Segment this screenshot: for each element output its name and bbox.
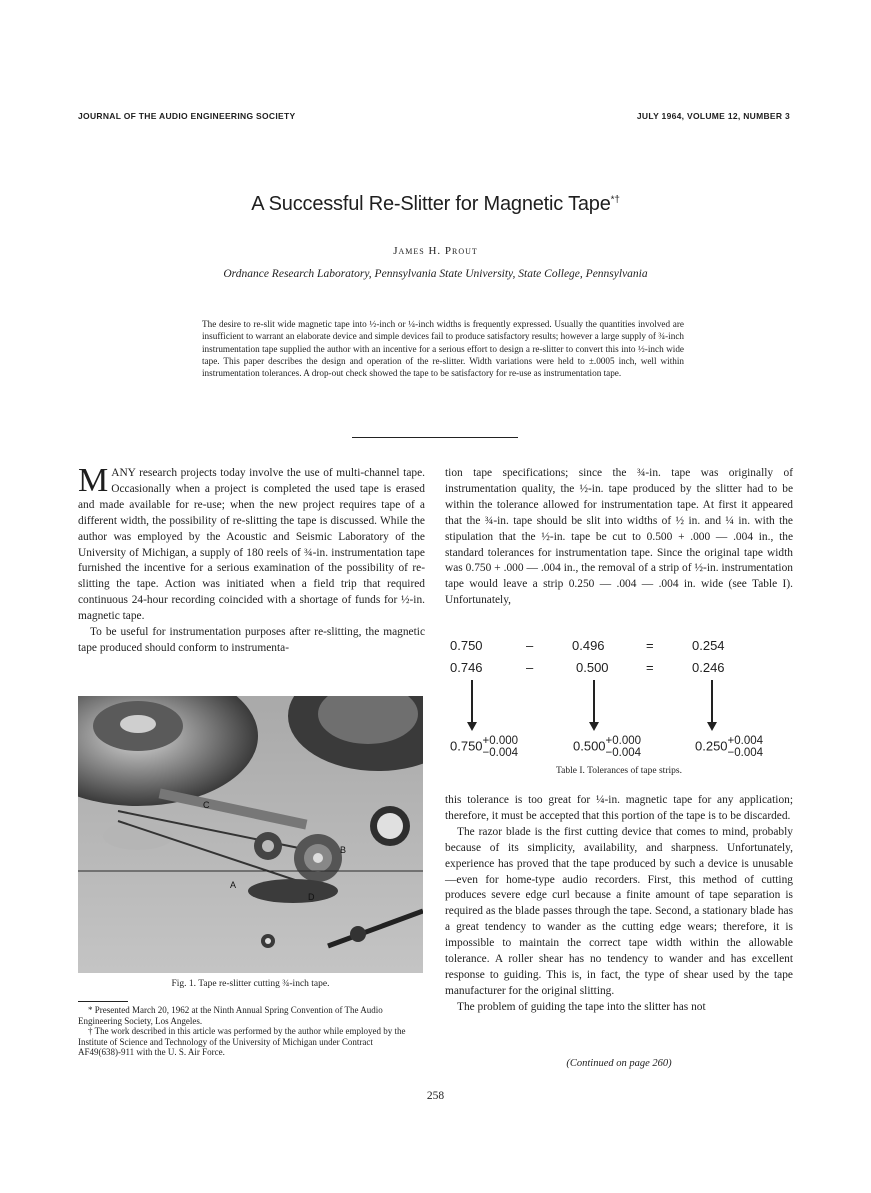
arrow-3-line	[711, 680, 713, 722]
t-r1-op2: =	[646, 638, 654, 653]
journal-name: JOURNAL OF THE AUDIO ENGINEERING SOCIETY	[78, 111, 296, 121]
para1-text: ANY research projects today involve the use of multi-channel tape. Occasionally when a project is completed the used tape is erased and made available for re-use; when the new project requires tape of a different width, the possibility of re-slitting the tape is discussed. While the author was employed by the Acoustic and Seismic Laboratory of the University of Michigan, a supply of 180 reels of ¾-in. instrumentation tape furnished the incentive for a serious examination of the possibility of re-slitting the tape. Action was initiated when a field trip that required continuous 24-hour recording coincided with a shortage of funds for ½-in. magnetic tape.	[78, 467, 425, 623]
t-r1-c1: 0.750	[450, 638, 483, 653]
footnote-2: † The work described in this article was performed by the author while employed by the Institute of Science and Technology of the University of Michigan under Contract AF49(638)-911 with the U. S. Air Force.	[78, 1026, 406, 1058]
continued-note: (Continued on page 260)	[566, 1058, 672, 1069]
result-3-plus: +0.004	[727, 735, 764, 747]
arrow-2-head	[589, 722, 599, 731]
result-3-base: 0.250	[695, 738, 728, 754]
footnote-rule	[78, 1001, 128, 1002]
t-r2-c2: 0.500	[576, 660, 609, 675]
title-text: A Successful Re-Slitter for Magnetic Tape	[251, 193, 611, 215]
result-2-plus: +0.000	[605, 735, 642, 747]
figure-1-photo	[78, 696, 423, 973]
page-number: 258	[426, 1090, 445, 1102]
t-r2-c3: 0.246	[692, 660, 725, 675]
t-result-3	[695, 735, 763, 759]
left-column	[78, 462, 425, 657]
result-1-base: 0.750	[450, 738, 483, 754]
right-column-bottom	[445, 793, 793, 1016]
label-c: C	[203, 800, 210, 810]
result-1-plus: +0.000	[482, 735, 519, 747]
arrow-3-head	[707, 722, 717, 731]
t-r1-c2: 0.496	[572, 638, 605, 653]
result-3-minus: −0.004	[727, 747, 764, 759]
paragraph-col2-3: The razor blade is the first cutting device that comes to mind, probably because of its simplicity, availability, and sharpness. Unfortunately, experience has proved that the tape produced by such a device is unusable—even for home-type audio recorders. First, this method of cutting produces severe edge curl because a finite amount of tape separation is required as the blade passes through the tape. Second, a stationary blade has a great tendency to wander as the cutting edge wears; therefore, it is impossible to maintain the correct tape width within the allowable tolerance. A roller shear has no tendency to wander and has excellent response to guiding. This is, in fact, the type of shear used by the tape manufacturer for the original slitting.	[445, 825, 793, 997]
author-name: James H. Prout	[393, 245, 478, 257]
paragraph-col2-4: The problem of guiding the tape into the slitter has not	[457, 1000, 706, 1013]
issue-info: JULY 1964, VOLUME 12, NUMBER 3	[636, 111, 790, 121]
drop-cap: M	[78, 462, 109, 499]
t-r1-op1: –	[526, 638, 534, 653]
t-r2-c1: 0.746	[450, 660, 483, 675]
result-2-base: 0.500	[573, 738, 606, 754]
label-a: A	[230, 880, 237, 890]
arrow-1-line	[471, 680, 473, 722]
title-marks: *†	[610, 194, 620, 206]
paragraph-col2-2: this tolerance is too great for ¼-in. magnetic tape for any application; therefore, it must be accepted that this portion of the tape is to be discarded.	[445, 794, 793, 822]
result-2-minus: −0.004	[605, 747, 642, 759]
t-r2-op2: =	[646, 660, 654, 675]
t-r1-c3: 0.254	[692, 638, 725, 653]
arrow-2-line	[593, 680, 595, 722]
paragraph-col2-1: tion tape specifications; since the ¾-in. tape was originally of instrumentation quality, the ½-in. tape produced by the slitter had to be within the tolerance allowed for instrumentation tape. At first it appeared that the ¾-in. tape should be slit into widths of ½ in. and ¼ in. with the stipulation that the ½-in. tape be cut to 0.500 + .000 — .004 in., the standard tolerances for instrumentation tape. Since the original tape width was 0.750 + .000 — .004 in., the removal of a strip of ½-in. instrumentation tape would leave a strip 0.250 — .004 — .004 in. wide (see Table I). Unfortunately,	[445, 467, 793, 607]
affiliation: Ordnance Research Laboratory, Pennsylvania State University, State College, Pennsylvania	[223, 268, 648, 280]
label-d: D	[308, 892, 315, 902]
result-1-minus: −0.004	[482, 747, 519, 759]
footnote-1: * Presented March 20, 1962 at the Ninth Annual Spring Convention of The Audio Engineering Society, Los Angeles.	[78, 1005, 383, 1026]
footnotes	[78, 1005, 425, 1058]
paragraph-2: To be useful for instrumentation purposes after re-slitting, the magnetic tape produced should conform to instrumenta-	[78, 626, 425, 654]
abstract: The desire to re-slit wide magnetic tape into ½-inch or ¼-inch widths is frequently expressed. Usually the quantities involved are insufficient to warrant an elaborate device and simple devices fail to produce satisfactory results; however a large supply of ¾-inch instrumentation tape supplied the author with an incentive for a serious effort to design a re-slitter to convert this into ½-inch wide tape. This paper describes the design and operation of the re-slitter. Width variations were held to ±.0005 inch, well within instrumentation tolerances. A drop-out check showed the tape to be satisfactory for re-use as instrumentation tape.	[202, 319, 684, 379]
arrow-1-head	[467, 722, 477, 731]
figure-1-caption: Fig. 1. Tape re-slitter cutting ¾-inch tape.	[171, 979, 330, 989]
t-result-2	[573, 735, 641, 759]
paragraph-intro	[78, 462, 425, 625]
t-r2-op1: –	[526, 660, 534, 675]
label-b: B	[340, 845, 347, 855]
title-divider	[352, 437, 518, 438]
table-1-caption: Table I. Tolerances of tape strips.	[556, 766, 682, 776]
t-result-1	[450, 735, 518, 759]
article-title	[0, 193, 871, 216]
right-column-top	[445, 466, 793, 609]
